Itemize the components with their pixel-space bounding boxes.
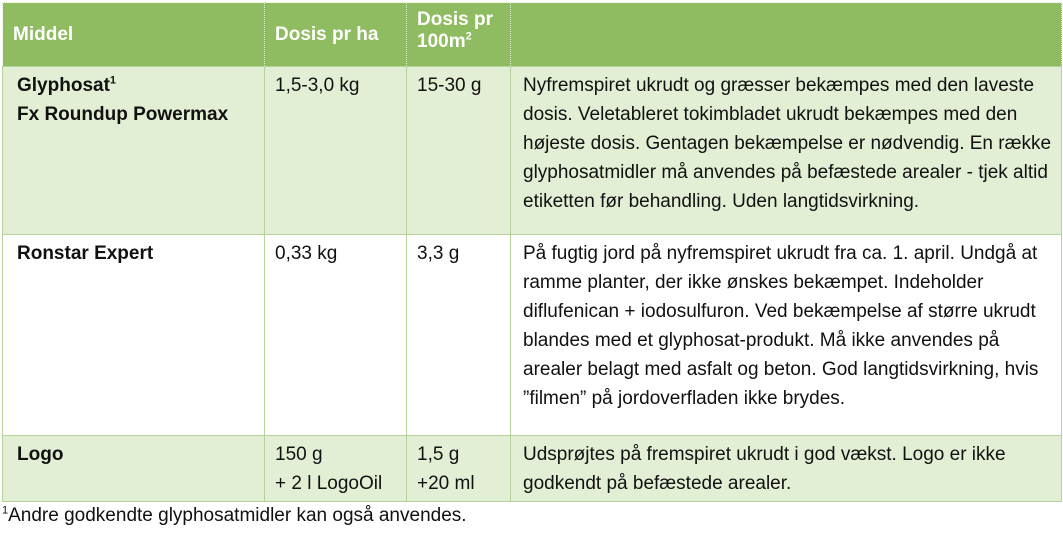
cell-description: På fugtig jord på nyfremspiret ukrudt fra ca. 1. april. Undgå at ramme planter, der ikke ønskes bekæmpet. Indeholder diflufenican + iodosulfuron. Ved bekæmpelse af større ukrudt blandes med et glyphosat-produkt. Må ikke anvendes på arealer belagt med asfalt og beton. God langtidsvirkning, hvis ”filmen” på jordoverfladen ikke brydes.: [511, 235, 1062, 436]
header-dosis-100m2-line2: [417, 31, 500, 53]
header-description: [511, 3, 1062, 67]
footnote-text: Andre godkendte glyphosatmidler kan også anvendes.: [8, 505, 467, 526]
table-row: [3, 67, 1062, 235]
cell-dosis-ha: [265, 235, 407, 436]
cell-dosis-ha: [265, 436, 407, 502]
dose-ha-value: 0,33 kg: [275, 243, 338, 264]
table-row: [3, 235, 1062, 436]
header-dosis-100m2-line1: Dosis pr: [417, 9, 494, 30]
dose-ha-value: 150 g: [275, 444, 323, 465]
dose-100m2-value: 1,5 g: [417, 444, 460, 465]
dose-100m2-value: 3,3 g: [417, 243, 460, 264]
product-example: Fx Roundup Powermax: [17, 104, 229, 125]
dose-ha-value: 1,5-3,0 kg: [275, 75, 360, 96]
cell-middel: [3, 436, 265, 502]
dose-ha-extra: + 2 l LogoOil: [275, 473, 383, 494]
dose-100m2-extra: +20 ml: [417, 473, 475, 494]
footnote: [2, 503, 467, 529]
cell-dosis-100m2: [407, 235, 511, 436]
header-dosis-100m2-sup: 2: [465, 30, 472, 43]
cell-description: Udsprøjtes på fremspiret ukrudt i god vækst. Logo er ikke godkendt på befæstede arealer.: [511, 436, 1062, 502]
herbicide-table: [2, 2, 1062, 502]
table-row: [3, 436, 1062, 502]
cell-middel: [3, 235, 265, 436]
cell-dosis-ha: [265, 67, 407, 235]
product-name: [17, 71, 254, 100]
product-name-text: Ronstar Expert: [17, 243, 154, 264]
header-middel: Middel: [3, 3, 265, 67]
cell-middel: [3, 67, 265, 235]
cell-dosis-100m2: [407, 436, 511, 502]
footnote-marker: 1: [2, 504, 9, 517]
table-header-row: [3, 3, 1062, 67]
product-name-text: Logo: [17, 444, 64, 465]
product-name: [17, 239, 254, 268]
product-name-text: Glyphosat: [17, 75, 110, 96]
header-dosis-100m2: [407, 3, 511, 67]
product-name-sup: 1: [109, 74, 117, 87]
header-dosis-100m2-unit: 100m: [417, 31, 466, 52]
dose-100m2-value: 15-30 g: [417, 75, 482, 96]
cell-description: Nyfremspiret ukrudt og græsser bekæmpes med den laveste dosis. Veletableret tokimbladet ukrudt bekæmpes med den højeste dosis. Gentagen bekæmpelse er nødvendig. En række glyphosatmidler må anvendes på befæstede arealer - tjek altid etiketten før behandling. Uden langtidsvirkning.: [511, 67, 1062, 235]
cell-dosis-100m2: [407, 67, 511, 235]
product-name: [17, 440, 254, 469]
header-dosis-ha: Dosis pr ha: [265, 3, 407, 67]
